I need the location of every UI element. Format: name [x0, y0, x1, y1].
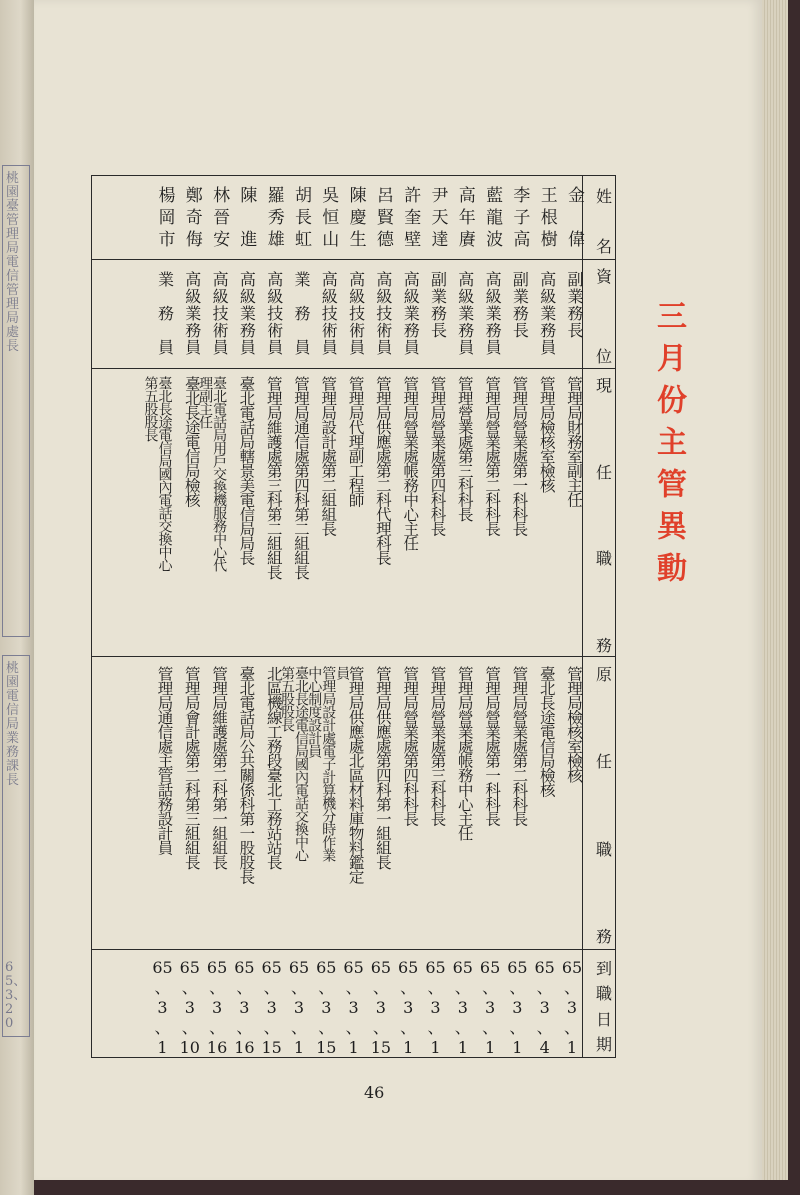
arrival-date — [230, 958, 258, 1058]
header-name-char: 姓 — [595, 187, 612, 206]
arrival-date-part: 65 — [398, 958, 419, 977]
arrival-date — [258, 958, 286, 1058]
person-grade: 高級業務員 — [537, 271, 557, 356]
previous-page-edge — [0, 0, 34, 1195]
person-name: 金 偉 — [564, 186, 584, 252]
current-position: 管理局通信處第四科第二組組長 — [292, 376, 310, 579]
arrival-date-part: 、 — [154, 978, 171, 997]
arrival-date-part: 、 — [318, 978, 335, 997]
arrival-date-part: 、 — [209, 978, 226, 997]
arrival-date — [149, 958, 177, 1058]
row-divider-previous — [92, 949, 615, 950]
arrival-date-part: 65 — [261, 958, 282, 977]
arrival-date-part: 1 — [348, 1038, 359, 1057]
person-grade: 副業務長 — [565, 271, 584, 339]
current-position: 管理營業處第三科科長 — [455, 376, 474, 521]
previous-position: 管理局供應處北區材料庫物料鑑定 — [346, 666, 365, 884]
header-previous-char: 職 — [595, 839, 612, 859]
previous-position: 管理局通信處主管話務設計員 — [155, 666, 174, 855]
arrival-date-part: 3 — [321, 998, 332, 1017]
arrival-date-part: 3 — [485, 998, 496, 1017]
person-name: 藍龍波 — [482, 186, 503, 252]
header-current-char: 職 — [595, 549, 612, 569]
arrival-date — [531, 958, 559, 1058]
arrival-date-part: 3 — [566, 998, 578, 1017]
person-name: 高年賡 — [454, 186, 475, 252]
previous-position: 管理局營業處第一科科長 — [483, 666, 502, 826]
page-number: 46 — [364, 1083, 385, 1102]
person-name: 尹天達 — [427, 186, 448, 252]
previous-position: 中心制度設計員 — [306, 666, 323, 757]
arrival-date-part: 65 — [479, 958, 501, 977]
arrival-date-part: 、 — [181, 1018, 198, 1037]
arrival-date-part: 3 — [293, 998, 305, 1017]
arrival-date-part: 65 — [288, 958, 310, 977]
arrival-date-part: 1 — [403, 1038, 414, 1057]
arrival-date — [176, 958, 204, 1058]
arrival-date-part: 、 — [318, 1018, 335, 1037]
arrival-date — [367, 958, 395, 1058]
arrival-date-part: 、 — [400, 978, 417, 997]
current-position: 臺北電話局用戶交換機服務中心代 — [211, 376, 228, 571]
arrival-date-part: 、 — [372, 1018, 389, 1037]
person-name: 許奎壁 — [400, 186, 421, 252]
left-strip-1 — [2, 165, 30, 637]
previous-position: 員 — [334, 666, 351, 679]
arrival-date — [203, 958, 231, 1058]
arrival-date-part: 1 — [457, 1038, 468, 1057]
arrival-date — [503, 958, 531, 1058]
left-strip-1-text: 桃園臺管理局電信管理局處長 — [6, 171, 20, 354]
arrival-date-part: 3 — [457, 998, 468, 1017]
person-name: 吳恒山 — [318, 186, 339, 252]
current-position: 管理局代理副工程師 — [346, 376, 365, 507]
person-name: 羅秀雄 — [263, 186, 284, 252]
previous-position: 管理局營業處第四科科長 — [401, 666, 420, 826]
arrival-date-part: 65 — [561, 958, 583, 977]
arrival-date-part: 、 — [181, 978, 198, 997]
arrival-date-part: 4 — [539, 1038, 550, 1057]
person-grade: 高級技術員 — [346, 271, 366, 356]
person-grade: 高級業務員 — [237, 271, 257, 356]
current-position: 管理局檢核室檢核 — [537, 376, 556, 492]
current-position: 管理局營業處帳務中心主任 — [401, 376, 420, 550]
personnel-table — [91, 175, 616, 1058]
current-position: 管理局營業處第一科科長 — [510, 376, 529, 536]
left-strip-3 — [2, 955, 28, 1045]
current-position: 第五股股長 — [142, 376, 159, 441]
arrival-date-part: 、 — [236, 978, 253, 997]
person-grade: 高級技術員 — [210, 271, 230, 356]
book-cover-bottom — [34, 1180, 800, 1195]
person-grade: 副業務長 — [510, 271, 530, 339]
arrival-date-part: 、 — [209, 1018, 226, 1037]
previous-position: 臺北長途電信局國內電話交換中心 — [293, 666, 309, 861]
arrival-date-part: 10 — [179, 1038, 200, 1057]
header-current — [592, 373, 616, 653]
arrival-date-part: 65 — [534, 958, 555, 977]
arrival-date-part: 、 — [263, 1018, 280, 1037]
arrival-date-part: 3 — [212, 998, 223, 1017]
arrival-date-part: 、 — [290, 1018, 307, 1037]
arrival-date-part: 65 — [234, 958, 255, 977]
arrival-date-part: 15 — [370, 1038, 392, 1057]
person-name: 呂賢德 — [372, 186, 393, 252]
arrival-date-part: 3 — [239, 998, 250, 1017]
arrival-date-part: 1 — [157, 1038, 168, 1057]
person-name: 楊岡市 — [154, 186, 175, 252]
arrival-date-part: 15 — [316, 1038, 337, 1057]
arrival-date-part: 、 — [427, 978, 444, 997]
arrival-date-part: 、 — [563, 978, 580, 997]
arrival-date-part: 、 — [154, 1018, 171, 1037]
arrival-date-part: 3 — [375, 998, 386, 1017]
previous-position: 管理局供應處第四科第一組組長 — [373, 666, 392, 869]
arrival-date-part: 3 — [430, 998, 441, 1017]
left-strip-2-text: 桃園電信局業務課長 — [6, 661, 20, 788]
arrival-date-part: 、 — [345, 978, 362, 997]
arrival-date-part: 3 — [266, 998, 277, 1017]
previous-position: 管理局檢核室檢核 — [565, 666, 583, 782]
current-position: 臺北電話局轄景美電信局局長 — [237, 376, 256, 565]
previous-position: 臺北電話局公共關係科第一股股長 — [237, 666, 256, 884]
arrival-date-part: 、 — [372, 978, 389, 997]
header-date-char: 期 — [595, 1035, 612, 1054]
arrival-date-part: 65 — [206, 958, 228, 977]
previous-position: 管理局營業處第二科科長 — [510, 666, 529, 826]
header-date — [592, 956, 616, 1052]
header-current-char: 任 — [595, 462, 612, 482]
arrival-date — [285, 958, 313, 1058]
arrival-date-part: 、 — [345, 1018, 362, 1037]
current-position: 管理局營業處第四科科長 — [428, 376, 447, 536]
person-grade: 高級技術員 — [319, 271, 339, 356]
header-previous — [592, 662, 616, 944]
arrival-date-part: 3 — [184, 998, 195, 1017]
person-name: 李子高 — [509, 186, 530, 252]
row-divider-grade — [92, 368, 615, 369]
arrival-date-part: 3 — [403, 998, 414, 1017]
arrival-date-part: 、 — [482, 978, 499, 997]
arrival-date-part: 、 — [536, 1018, 553, 1037]
arrival-date-part: 65 — [343, 958, 364, 977]
arrival-date-part: 、 — [536, 978, 553, 997]
current-position: 管理局財務室副主任 — [565, 376, 583, 507]
arrival-date-part: 1 — [566, 1038, 578, 1057]
arrival-date-part: 3 — [512, 998, 523, 1017]
arrival-date-part: 65 — [316, 958, 337, 977]
page-title: 三月份主管異動 — [651, 300, 686, 594]
arrival-date-part: 、 — [454, 978, 471, 997]
person-name: 胡長虹 — [291, 186, 311, 252]
row-divider-name — [92, 259, 615, 260]
arrival-date-part: 3 — [157, 998, 168, 1017]
arrival-date-part: 3 — [539, 998, 550, 1017]
book-cover-edge — [788, 0, 800, 1195]
previous-position: 管理局營業處第三科科長 — [428, 666, 447, 826]
header-date-char: 到 — [595, 959, 612, 978]
person-name: 陳慶生 — [345, 186, 366, 252]
header-previous-char: 務 — [595, 927, 612, 946]
arrival-date-part: 、 — [236, 1018, 253, 1037]
header-name — [592, 184, 616, 254]
arrival-date — [312, 958, 340, 1058]
previous-position: 管理局維護處第二科第一組組長 — [210, 666, 229, 869]
header-previous-char: 任 — [595, 752, 612, 772]
previous-position: 管理局設計處電子計算機分時作業 — [320, 666, 337, 861]
person-grade: 業 務 員 — [155, 271, 175, 356]
arrival-date-part: 、 — [454, 1018, 471, 1037]
current-position: 管理局營業處第二科科長 — [483, 376, 502, 536]
arrival-date — [558, 958, 586, 1058]
header-grade — [592, 264, 616, 364]
arrival-date-part: 、 — [290, 978, 307, 997]
arrival-date-part: 3 — [348, 998, 359, 1017]
person-grade: 高級業務員 — [182, 271, 202, 356]
header-date-char: 日 — [595, 1009, 612, 1029]
arrival-date-part: 1 — [512, 1038, 523, 1057]
person-grade: 高級技術員 — [264, 271, 284, 356]
header-grade-char: 位 — [595, 347, 612, 366]
current-position: 管理局供應處第二科代理科長 — [373, 376, 392, 565]
arrival-date-part: 65 — [179, 958, 200, 977]
header-current-char: 現 — [595, 376, 612, 395]
arrival-date-part: 、 — [427, 1018, 444, 1037]
arrival-date-part: 1 — [430, 1038, 441, 1057]
current-position: 臺北長途電信局國內電話交換中心 — [156, 376, 173, 571]
previous-position: 臺北長途電信局檢核 — [537, 666, 556, 797]
person-grade: 高級技術員 — [373, 271, 393, 356]
arrival-date-part: 65 — [370, 958, 392, 977]
arrival-date — [340, 958, 368, 1058]
arrival-date-part: 15 — [261, 1038, 282, 1057]
header-previous-char: 原 — [595, 665, 612, 684]
arrival-date-part: 65 — [425, 958, 446, 977]
person-grade: 高級業務員 — [455, 271, 475, 356]
current-position: 理副主任 — [197, 376, 214, 428]
header-name-char: 名 — [595, 237, 612, 256]
arrival-date-part: 16 — [206, 1038, 228, 1057]
current-position: 管理局設計處第二組組長 — [319, 376, 338, 536]
previous-position: 北區機線工務段臺北工務站站長 — [264, 666, 283, 869]
arrival-date-part: 、 — [563, 1018, 580, 1037]
previous-position: 第五股股長 — [279, 666, 295, 731]
arrival-date-part: 1 — [293, 1038, 305, 1057]
header-date-char: 職 — [595, 984, 612, 1004]
arrival-date — [422, 958, 450, 1058]
arrival-date-part: 65 — [152, 958, 173, 977]
header-grade-char: 資 — [595, 267, 612, 286]
person-name: 林晉安 — [209, 186, 230, 252]
arrival-date-part: 1 — [485, 1038, 496, 1057]
arrival-date-part: 65 — [507, 958, 528, 977]
previous-position: 管理局會計處第二科第三組組長 — [182, 666, 201, 869]
person-grade: 高級業務員 — [401, 271, 421, 356]
arrival-date-part: 65 — [452, 958, 473, 977]
previous-position: 管理局營業處帳務中心主任 — [455, 666, 474, 840]
arrival-date-part: 、 — [509, 978, 526, 997]
arrival-date-part: 16 — [234, 1038, 255, 1057]
person-name: 陳 進 — [236, 186, 257, 252]
row-divider-current — [92, 656, 615, 657]
person-grade: 高級業務員 — [483, 271, 503, 356]
person-grade: 業 務 員 — [292, 271, 311, 356]
arrival-date-part: 、 — [509, 1018, 526, 1037]
arrival-date — [394, 958, 422, 1058]
header-current-char: 務 — [595, 636, 612, 655]
arrival-date-part: 、 — [482, 1018, 499, 1037]
arrival-date — [476, 958, 504, 1058]
arrival-date — [449, 958, 477, 1058]
arrival-date-part: 、 — [400, 1018, 417, 1037]
person-name: 王根樹 — [536, 186, 557, 252]
person-name: 鄭奇侮 — [181, 186, 202, 252]
person-grade: 副業務長 — [428, 271, 448, 339]
left-strip-3-text: 65、3、20 — [5, 960, 27, 1031]
current-position: 管理局維護處第三科第二組組長 — [264, 376, 283, 579]
arrival-date-part: 、 — [263, 978, 280, 997]
current-position: 臺北長途電信局檢核 — [182, 376, 201, 507]
